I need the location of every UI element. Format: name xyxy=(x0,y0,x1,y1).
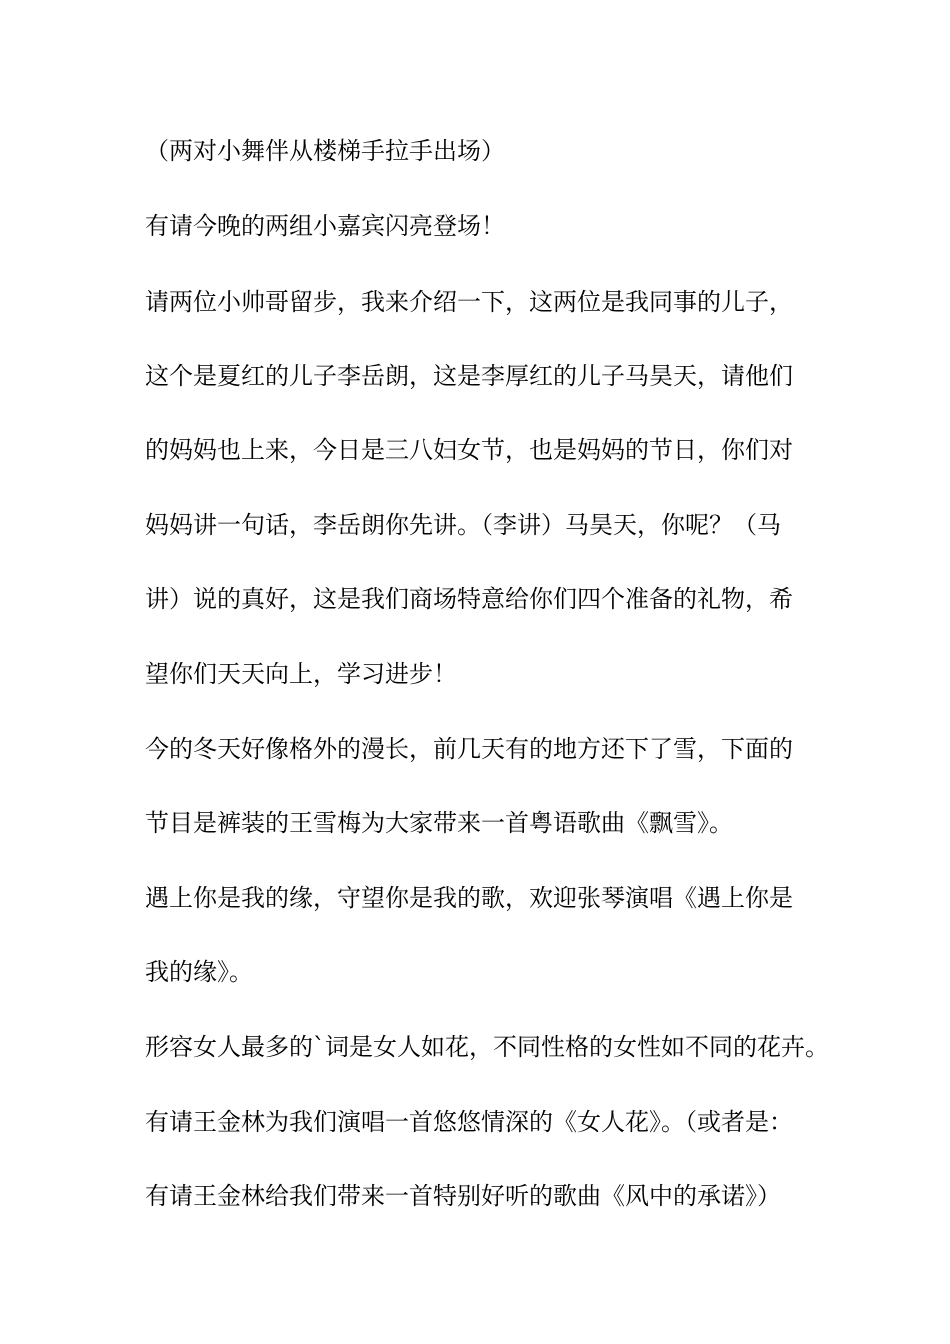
text-line: 今的冬天好像格外的漫长，前几天有的地方还下了雪，下面的 xyxy=(145,735,793,763)
text-line: 讲）说的真好，这是我们商场特意给你们四个准备的礼物，希 xyxy=(145,585,793,613)
text-line: 有请王金林给我们带来一首特别好听的歌曲《风中的承诺》） xyxy=(145,1182,781,1210)
text-line: 遇上你是我的缘，守望你是我的歌，欢迎张琴演唱《遇上你是 xyxy=(145,884,793,912)
text-line: 有请王金林为我们演唱一首悠悠情深的《女人花》。（或者是： xyxy=(145,1108,793,1136)
text-line: 妈妈讲一句话，李岳朗你先讲。（李讲）马昊天，你呢？（马 xyxy=(145,511,781,539)
text-line: 的妈妈也上来，今日是三八妇女节，也是妈妈的节日，你们对 xyxy=(145,436,793,464)
text-line: 我的缘》。 xyxy=(145,958,253,986)
text-line: 节目是裤装的王雪梅为大家带来一首粤语歌曲《飘雪》。 xyxy=(145,809,733,837)
text-line: 有请今晚的两组小嘉宾闪亮登场！ xyxy=(145,212,505,240)
text-line: 形容女人最多的`词是女人如花，不同性格的女性如不同的花卉。 xyxy=(145,1033,829,1061)
text-line: 请两位小帅哥留步，我来介绍一下，这两位是我同事的儿子， xyxy=(145,288,793,316)
text-line: （两对小舞伴从楼梯手拉手出场） xyxy=(145,137,505,165)
text-line: 这个是夏红的儿子李岳朗，这是李厚红的儿子马昊天，请他们 xyxy=(145,362,793,390)
text-line: 望你们天天向上，学习进步！ xyxy=(145,660,457,688)
